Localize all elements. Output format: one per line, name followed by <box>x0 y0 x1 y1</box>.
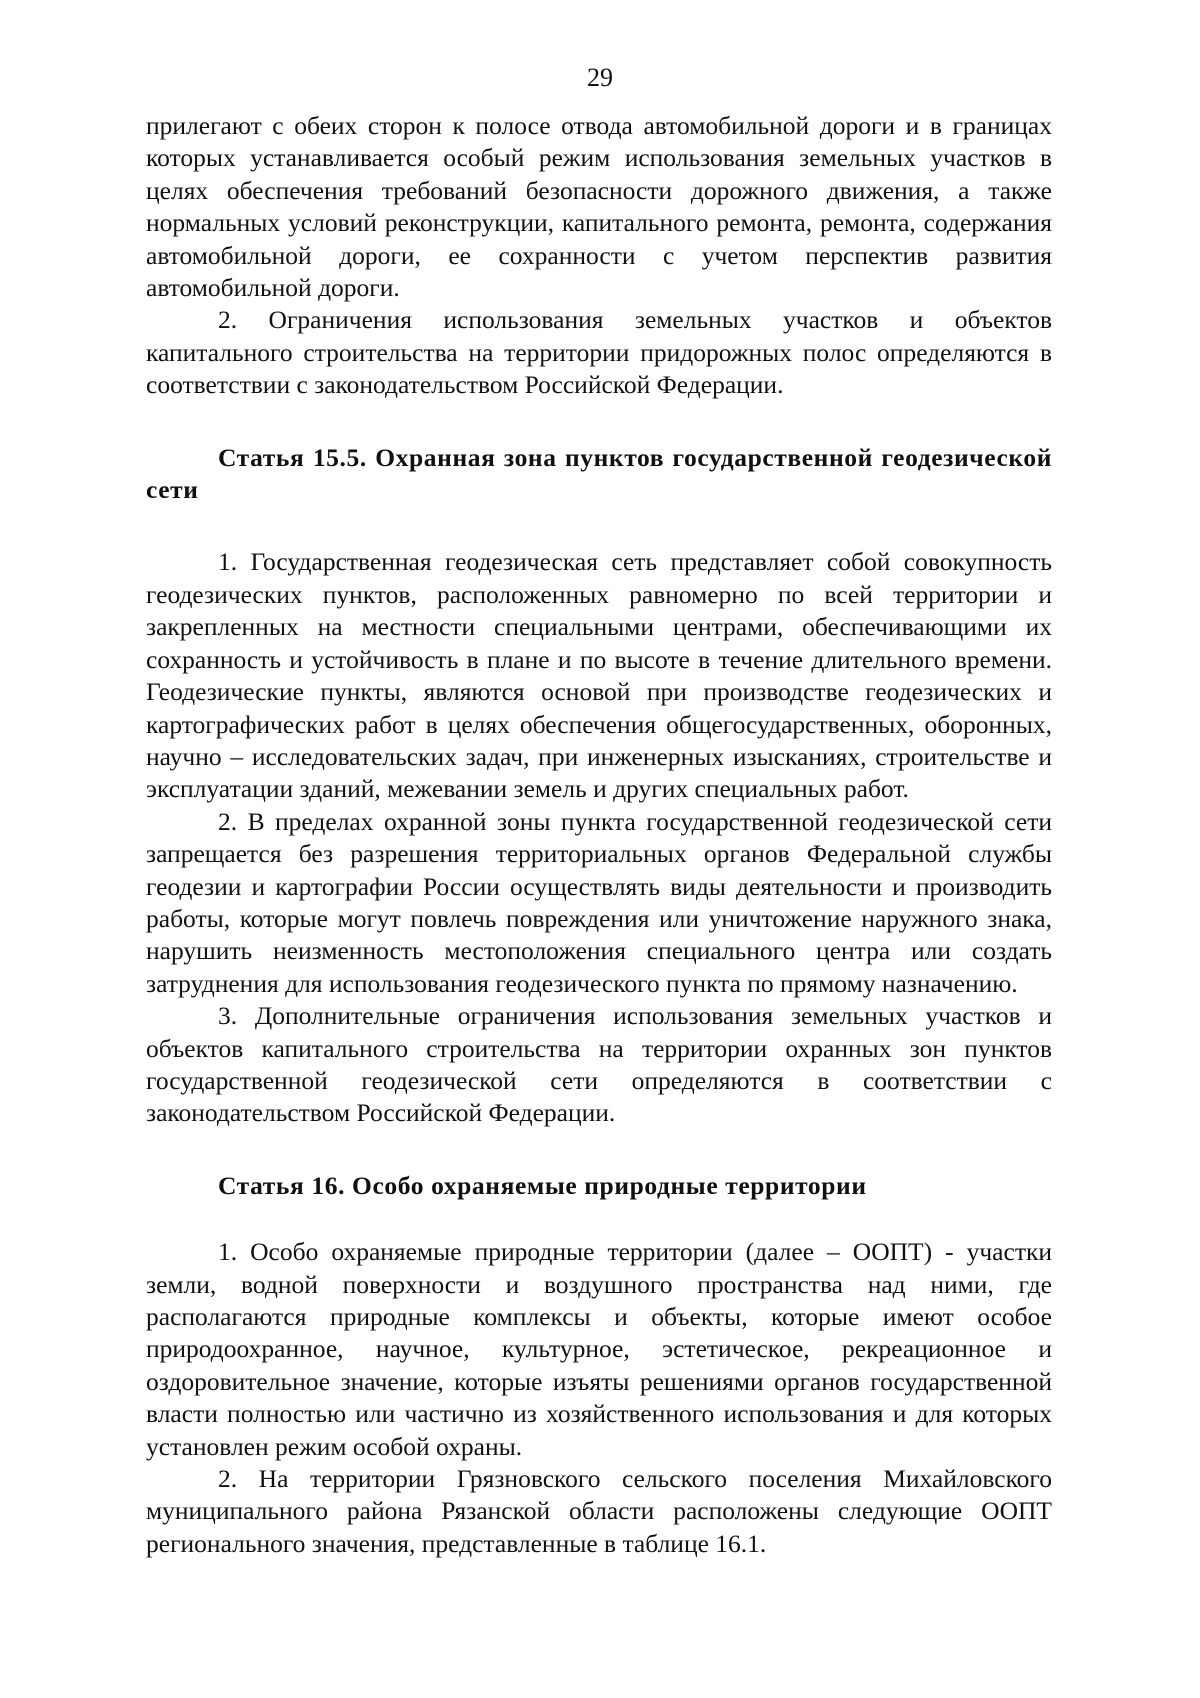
paragraph-15-4-2: 2. Ограничения использования земельных участков и объектов капитального строительства на территории придорожных полос определяются в соответствии с законодательством Российской Федерации. <box>146 305 1052 400</box>
paragraph-16-1: 1. Особо охраняемые природные территории (далее – ООПТ) - участки земли, водной поверхности и воздушного пространства над ними, где располагаются природные комплексы и объекты, которые имеют особое природоохранное, научное, культурное, эстетическое, рекреационное и оздоровительное значение, которые изъяты решениями органов государственной власти полностью или частично из хозяйственного использования и для которых установлен режим особой охраны. <box>146 1237 1052 1461</box>
article-16-heading: Статья 16. Особо охраняемые природные территории <box>218 1170 867 1200</box>
paragraph-15-5-2: 2. В пределах охранной зоны пункта государственной геодезической сети запрещается без разрешения территориальных органов Федеральной службы геодезии и картографии России осуществлять виды деятельности и производить работы, которые могут повлечь повреждения или уничтожение наружного знака, нарушить неизменность местоположения специального центра или создать затруднения для использования геодезического пункта по прямому назначению. <box>146 806 1052 998</box>
article-15-5-heading: Статья 15.5. Охранная зона пунктов государственной геодезической сети <box>146 442 1052 505</box>
paragraph-16-2: 2. На территории Грязновского сельского поселения Михайловского муниципального района Рязанской области расположены следующие ООПТ регионального значения, представленные в таблице 16.1. <box>146 1464 1052 1558</box>
paragraph-15-5-3: 3. Дополнительные ограничения использования земельных участков и объектов капитального строительства на территории охранных зон пунктов государственной геодезической сети определяются в соответствии с законодательством Российской Федерации. <box>146 1001 1052 1128</box>
paragraph-continuation: прилегают с обеих сторон к полосе отвода автомобильной дороги и в границах которых устанавливается особый режим использования земельных участков в целях обеспечения требований безопасности дорожного движения, а также нормальных условий реконструкции, капитального ремонта, ремонта, содержания автомобильной дороги, ее сохранности с учетом перспектив развития автомобильной дороги. <box>146 111 1052 303</box>
document-body <box>146 110 1052 1560</box>
paragraph-15-5-1: 1. Государственная геодезическая сеть представляет собой совокупность геодезических пунктов, расположенных равномерно по всей территории и закрепленных на местности специальными центрами, обеспечивающими их сохранность и устойчивость в плане и по высоте в течение длительного времени. Геодезические пункты, являются основой при производстве геодезических и картографических работ в целях обеспечения общегосударственных, оборонных, научно – исследовательских задач, при инженерных изысканиях, строительстве и эксплуатации зданий, межевании земель и других специальных работ. <box>146 547 1052 804</box>
page-number: 29 <box>587 63 613 92</box>
